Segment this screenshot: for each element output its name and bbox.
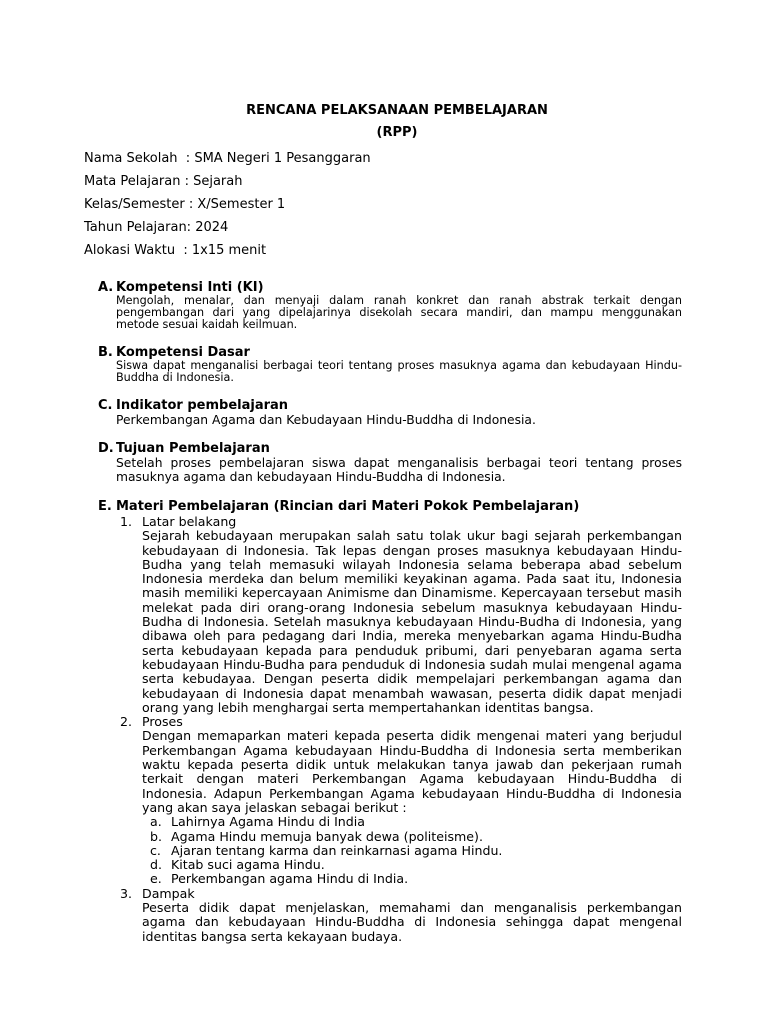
meta-subject: Mata Pelajaran : Sejarah bbox=[84, 174, 243, 189]
section-tujuan bbox=[98, 441, 682, 484]
item-number: 3. bbox=[120, 885, 133, 901]
sub-item-text: Kitab suci agama Hindu. bbox=[171, 857, 325, 873]
list-item bbox=[120, 887, 682, 944]
item-paragraph: Peserta didik dapat menjelaskan, memahami dan menganalisis perkembangan agama dan kebudayaan Hindu-Buddha di Indonesia sehingga dapat mengenal identitas bangsa serta kekayaan budaya. bbox=[142, 900, 682, 944]
section-materi bbox=[98, 499, 682, 944]
sub-item-letter: e. bbox=[150, 871, 162, 887]
sub-item-letter: b. bbox=[150, 828, 162, 844]
sub-list-item bbox=[150, 872, 682, 886]
item-title: Latar belakang bbox=[142, 514, 237, 529]
section-letter: E. bbox=[98, 499, 112, 514]
sub-item-letter: c. bbox=[150, 842, 161, 858]
sub-list-item bbox=[150, 844, 682, 858]
materi-list bbox=[98, 515, 682, 944]
section-title: Indikator pembelajaran bbox=[116, 398, 289, 413]
section-letter: D. bbox=[98, 441, 114, 456]
section-heading bbox=[98, 499, 682, 514]
meta-school-year: Tahun Pelajaran: 2024 bbox=[84, 220, 229, 235]
section-body: Setelah proses pembelajaran siswa dapat menganalisis berbagai teori tentang proses masuknya agama dan kebudayaan Hindu-Buddha di Indonesia. bbox=[116, 456, 682, 484]
meta-school: Nama Sekolah : SMA Negeri 1 Pesanggaran bbox=[84, 151, 371, 166]
section-body: Siswa dapat menganalisi berbagai teori tentang proses masuknya agama dan kebudayaan Hindu-Buddha di Indonesia. bbox=[116, 359, 682, 384]
meta-class-semester: Kelas/Semester : X/Semester 1 bbox=[84, 197, 286, 212]
section-indikator bbox=[98, 398, 682, 427]
item-content bbox=[142, 887, 682, 944]
item-paragraph: Dengan memaparkan materi kepada peserta didik mengenai materi yang berjudul Perkembangan Agama kebudayaan Hindu-Buddha di Indonesia serta memberikan waktu kepada peserta didik untuk melakukan tanya jawab dan pekerjaan rumah terkait dengan materi Perkembangan Agama kebudayaan Hindu-Buddha di Indonesia. Adapun Perkembangan Agama kebudayaan Hindu-Buddha di Indonesia yang akan saya jelaskan sebagai berikut : bbox=[142, 728, 682, 815]
sub-item-text: Ajaran tentang karma dan reinkarnasi agama Hindu. bbox=[171, 842, 503, 858]
sub-list-item bbox=[150, 858, 682, 872]
sub-item-text: Agama Hindu memuja banyak dewa (politeisme). bbox=[171, 828, 483, 844]
section-letter: A. bbox=[98, 280, 114, 295]
meta-block bbox=[84, 147, 682, 262]
sub-item-text: Perkembangan agama Hindu di India. bbox=[171, 871, 409, 887]
section-kompetensi-inti bbox=[98, 280, 682, 331]
section-heading bbox=[98, 345, 682, 360]
item-title: Proses bbox=[142, 714, 183, 730]
section-letter: B. bbox=[98, 345, 113, 360]
sub-item-text: Lahirnya Agama Hindu di India bbox=[171, 814, 365, 830]
sub-item-letter: d. bbox=[150, 857, 162, 873]
section-title: Kompetensi Inti (KI) bbox=[116, 280, 264, 295]
item-number: 1. bbox=[120, 514, 133, 529]
section-letter: C. bbox=[98, 398, 113, 413]
item-content bbox=[142, 515, 682, 715]
section-title: Materi Pembelajaran (Rincian dari Materi Pokok Pembelajaran) bbox=[116, 499, 580, 514]
section-heading bbox=[98, 398, 682, 413]
section-body: Mengolah, menalar, dan menyaji dalam ranah konkret dan ranah abstrak terkait dengan pengembangan dari yang dipelajarinya disekolah secara mandiri, dan mampu menggunakan metode sesuai kaidah keilmuan. bbox=[116, 294, 682, 331]
section-heading bbox=[98, 441, 682, 456]
section-kompetensi-dasar bbox=[98, 345, 682, 384]
meta-time-allocation: Alokasi Waktu : 1x15 menit bbox=[84, 243, 267, 258]
item-paragraph: Sejarah kebudayaan merupakan salah satu tolak ukur bagi sejarah perkembangan kebudayaan di Indonesia. Tak lepas dengan proses masuknya kebudayaan Hindu-Budha yang telah memasuki wilayah Indonesia selama beberapa abad sebelum Indonesia merdeka dan belum memiliki keyakinan agama. Pada saat itu, Indonesia masih memiliki kepercayaan Animisme dan Dinamisme. Kepercayaan tersebut masih melekat pada diri orang-orang Indonesia sebelum masuknya kebudayaan Hindu-Budha di Indonesia. Setelah masuknya kebudayaan Hindu-Budha di Indonesia, yang dibawa oleh para pedagang dari India, mereka menyebarkan agama Hindu-Budha serta kebudayaan kepada para penduduk pribumi, dari penyebaran agama serta kebudayaan Hindu-Budha para penduduk di Indonesia sudah mulai mengenal agama serta kebudayaa. Dengan peserta didik mempelajari perkembangan agama dan kebudayaan di Indonesia dapat menambah wawasan, peserta didik dapat menjadi orang yang lebih menghargai serta mempertahankan identitas bangsa. bbox=[142, 528, 682, 715]
sub-list-item bbox=[150, 830, 682, 844]
item-content bbox=[142, 715, 682, 887]
section-heading bbox=[98, 280, 682, 295]
sub-list bbox=[142, 815, 682, 886]
sub-list-item bbox=[150, 815, 682, 829]
list-item bbox=[120, 715, 682, 887]
list-item bbox=[120, 515, 682, 715]
section-body: Perkembangan Agama dan Kebudayaan Hindu-Buddha di Indonesia. bbox=[116, 413, 536, 427]
document-subtitle: (RPP) bbox=[376, 125, 418, 140]
item-number: 2. bbox=[120, 714, 133, 730]
section-title: Kompetensi Dasar bbox=[116, 345, 250, 360]
item-title: Dampak bbox=[142, 885, 195, 901]
sub-item-letter: a. bbox=[150, 814, 162, 830]
section-title: Tujuan Pembelajaran bbox=[116, 441, 270, 456]
document-title: RENCANA PELAKSANAAN PEMBELAJARAN bbox=[246, 103, 548, 118]
